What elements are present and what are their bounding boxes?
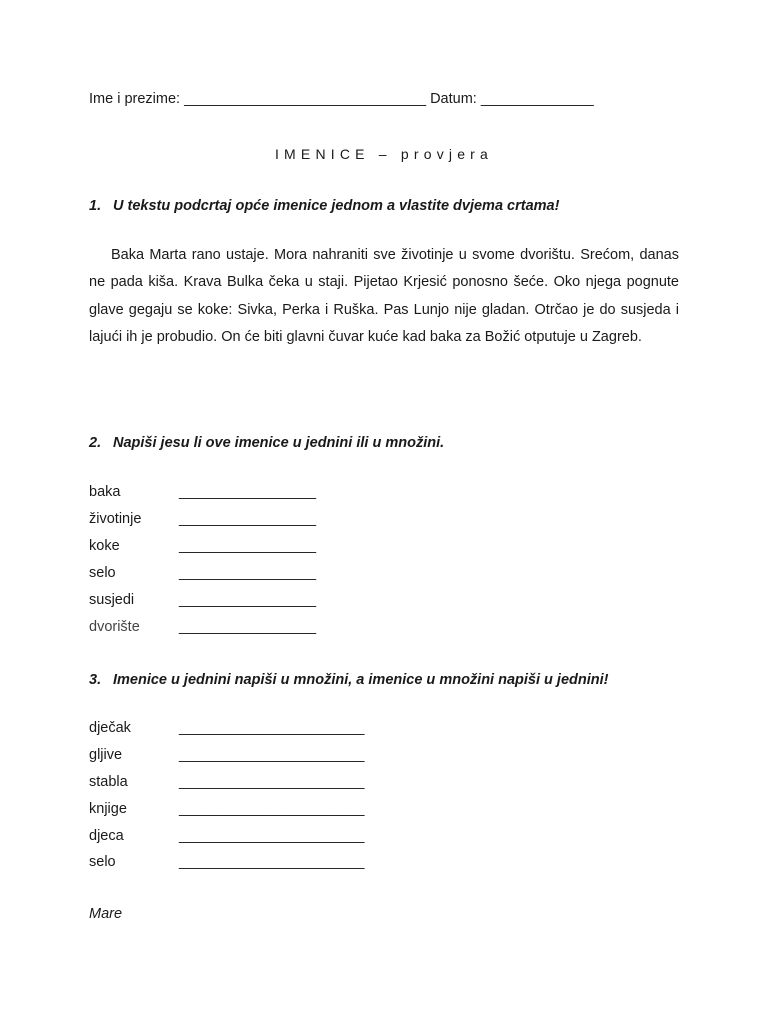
date-blank: ______________ xyxy=(480,91,594,107)
task-3-instruction: Imenice u jednini napiši u množini, a imenice u množini napiši u jednini! xyxy=(113,672,609,688)
task-3-row xyxy=(89,801,364,821)
task-2-answer-blank: _________________ xyxy=(179,592,317,608)
task-2-instruction: Napiši jesu li ove imenice u jednini ili u množini. xyxy=(113,435,445,451)
task-1-number: 1. xyxy=(89,198,102,214)
task-3-answer-blank: _______________________ xyxy=(179,774,365,790)
task-2-row xyxy=(89,565,316,585)
task-1-instruction: U tekstu podcrtaj opće imenice jednom a vlastite dvjema crtama! xyxy=(113,198,560,214)
task-3-word: djeca xyxy=(89,828,124,844)
header-line xyxy=(89,91,594,107)
task-2-word: baka xyxy=(89,484,121,500)
task-1-story xyxy=(89,242,679,351)
task-3-heading xyxy=(89,672,608,688)
task-2-row xyxy=(89,511,316,531)
task-2-word: susjedi xyxy=(89,592,135,608)
name-blank: ______________________________ xyxy=(184,91,427,107)
task-2-row xyxy=(89,619,316,639)
task-3-row xyxy=(89,774,364,794)
task-3-number: 3. xyxy=(89,672,102,688)
author-signature: Mare xyxy=(89,906,123,922)
task-1-heading xyxy=(89,198,559,214)
task-3-word: knjige xyxy=(89,801,127,817)
task-3-word: stabla xyxy=(89,774,128,790)
task-2-heading xyxy=(89,435,444,451)
task-3-row xyxy=(89,828,364,848)
date-label: Datum: xyxy=(430,91,477,107)
task-3-answer-blank: _______________________ xyxy=(179,720,365,736)
task-3-word: dječak xyxy=(89,720,131,736)
task-2-row xyxy=(89,484,316,504)
task-3-word: gljive xyxy=(89,747,123,763)
task-2-answer-blank: _________________ xyxy=(179,619,317,635)
task-3-answer-blank: _______________________ xyxy=(179,747,365,763)
task-3-answer-blank: _______________________ xyxy=(179,854,365,870)
task-2-word: dvorište xyxy=(89,619,140,635)
task-2-word: koke xyxy=(89,538,120,554)
task-2-row xyxy=(89,538,316,558)
task-3-row xyxy=(89,747,364,767)
task-3-answer-blank: _______________________ xyxy=(179,801,365,817)
task-2-answer-blank: _________________ xyxy=(179,538,317,554)
task-2-answer-blank: _________________ xyxy=(179,484,317,500)
task-2-number: 2. xyxy=(89,435,102,451)
task-2-word: selo xyxy=(89,565,116,581)
task-2-word: životinje xyxy=(89,511,142,527)
task-3-answer-blank: _______________________ xyxy=(179,828,365,844)
name-label: Ime i prezime: xyxy=(89,91,181,107)
task-3-row xyxy=(89,854,364,874)
task-2-answer-blank: _________________ xyxy=(179,511,317,527)
task-2-answer-blank: _________________ xyxy=(179,565,317,581)
worksheet-title: IMENICE – provjera xyxy=(274,146,494,162)
task-3-word: selo xyxy=(89,854,116,870)
task-2-row xyxy=(89,592,316,612)
task-1-text: Baka Marta rano ustaje. Mora nahraniti sve životinje u svome dvorištu. Srećom, danas ne pada kiša. Krava Bulka čeka u staji. Pijetao Krjesić ponosno šeće. Oko njega pognute glave gegaju se koke: Sivka, Perka i Ruška. Pas Lunjo nije gladan. Otrčao je do susjeda i lajući ih je probudio. On će biti glavni čuvar kuće kad baka za Božić otputuje u Zagreb. xyxy=(89,247,679,345)
task-3-row xyxy=(89,720,364,740)
